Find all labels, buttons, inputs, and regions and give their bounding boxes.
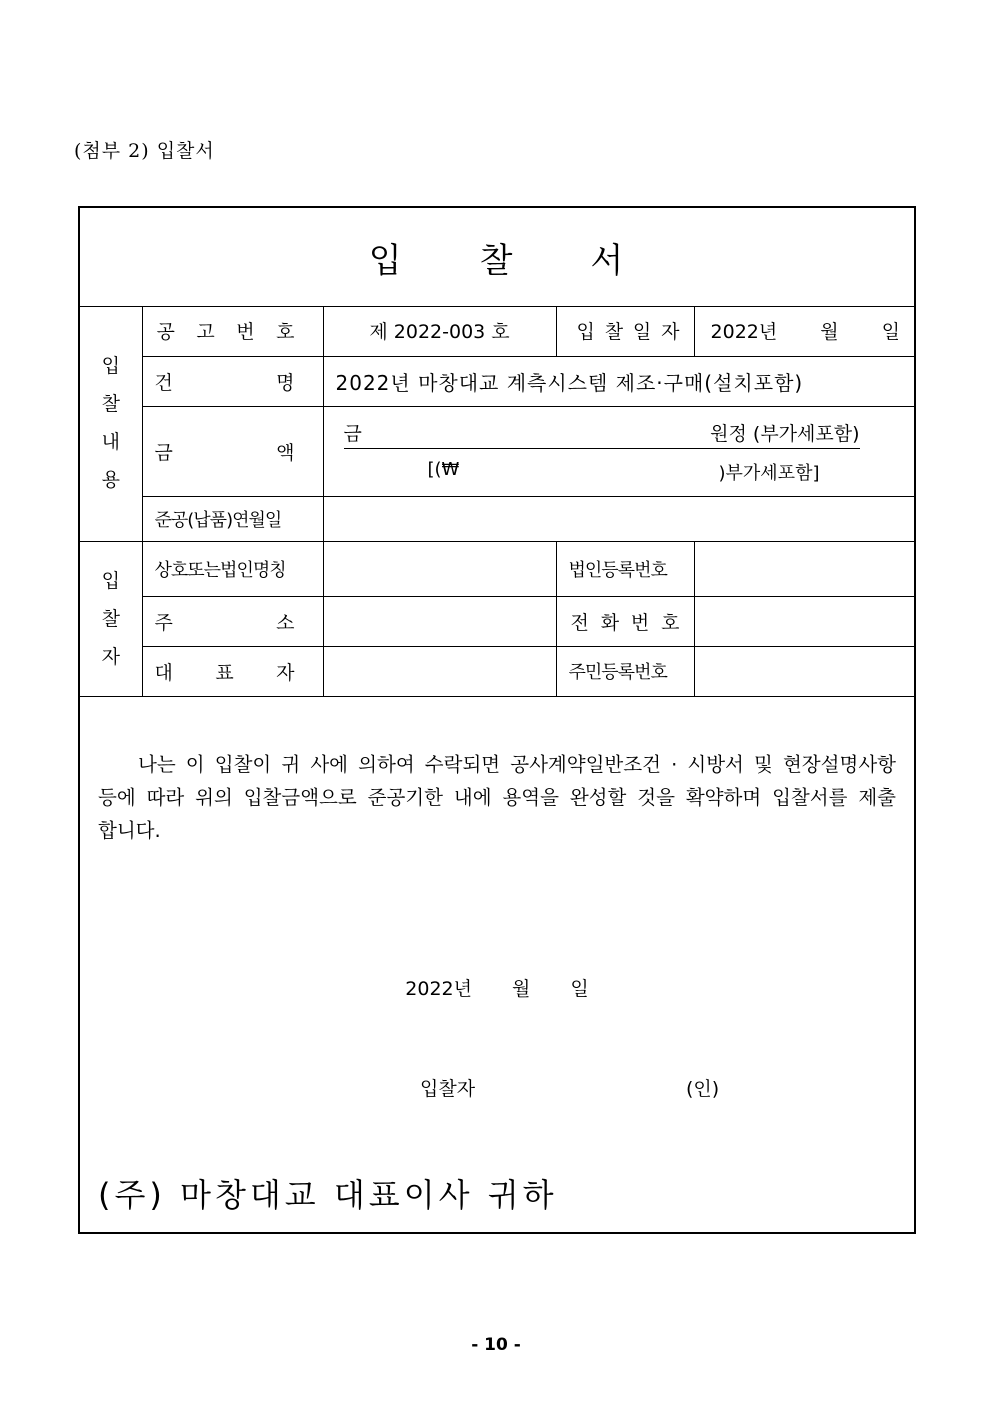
representative-label: 대 표 자 (142, 646, 323, 696)
company-name-value (323, 541, 556, 596)
notice-no-label: 공 고 번 호 (142, 306, 323, 356)
pledge-text: 나는 이 입찰이 귀 사에 의하여 수락되면 공사계약일반조건 · 시방서 및 현장설명사항 등에 따라 위의 입찰금액으로 준공기한 내에 용역을 완성할 것을 확약하며 입찰서를 제출합니다. (98, 753, 896, 842)
representative-value (323, 646, 556, 696)
page-number: - 10 - (471, 1335, 521, 1355)
project-name-label: 건 명 (142, 356, 323, 406)
bid-info-table (80, 306, 914, 697)
bidder-label: 입찰자 (420, 1078, 476, 1100)
completion-date-value (323, 496, 914, 541)
address-value (323, 596, 556, 646)
corp-reg-no-label: 법인등록번호 (556, 541, 694, 596)
section-bidder: 입 찰 자 (80, 541, 142, 696)
amount-label: 금 액 (142, 406, 323, 496)
signature-date: 2022년 월 일 (405, 978, 589, 1000)
company-name-label: 상호또는법인명칭 (142, 541, 323, 596)
resident-reg-no-value (694, 646, 914, 696)
attachment-label: (첨부 2) 입찰서 (74, 140, 215, 162)
bid-date-label: 입 찰 일 자 (556, 306, 694, 356)
section-bid-contents: 입 찰 내 용 (80, 306, 142, 541)
notice-no-value: 제 2022-003 호 (323, 306, 556, 356)
project-name-value: 2022년 마창대교 계측시스템 제조·구매(설치포함) (323, 356, 914, 406)
resident-reg-no-label: 주민등록번호 (556, 646, 694, 696)
completion-date-label: 준공(납품)연월일 (142, 496, 323, 541)
corp-reg-no-value (694, 541, 914, 596)
amount-value: 금 원정 (부가세포함) [(₩ )부가세포함] (323, 406, 914, 496)
seal-label: (인) (686, 1078, 720, 1100)
addressee: (주) 마창대교 대표이사 귀하 (98, 1176, 558, 1214)
phone-value (694, 596, 914, 646)
address-label: 주 소 (142, 596, 323, 646)
bid-form (78, 206, 916, 1234)
phone-label: 전 화 번 호 (556, 596, 694, 646)
document-title: 입 찰 서 (80, 208, 914, 307)
bid-date-value: 2022년 월 일 (694, 306, 914, 356)
